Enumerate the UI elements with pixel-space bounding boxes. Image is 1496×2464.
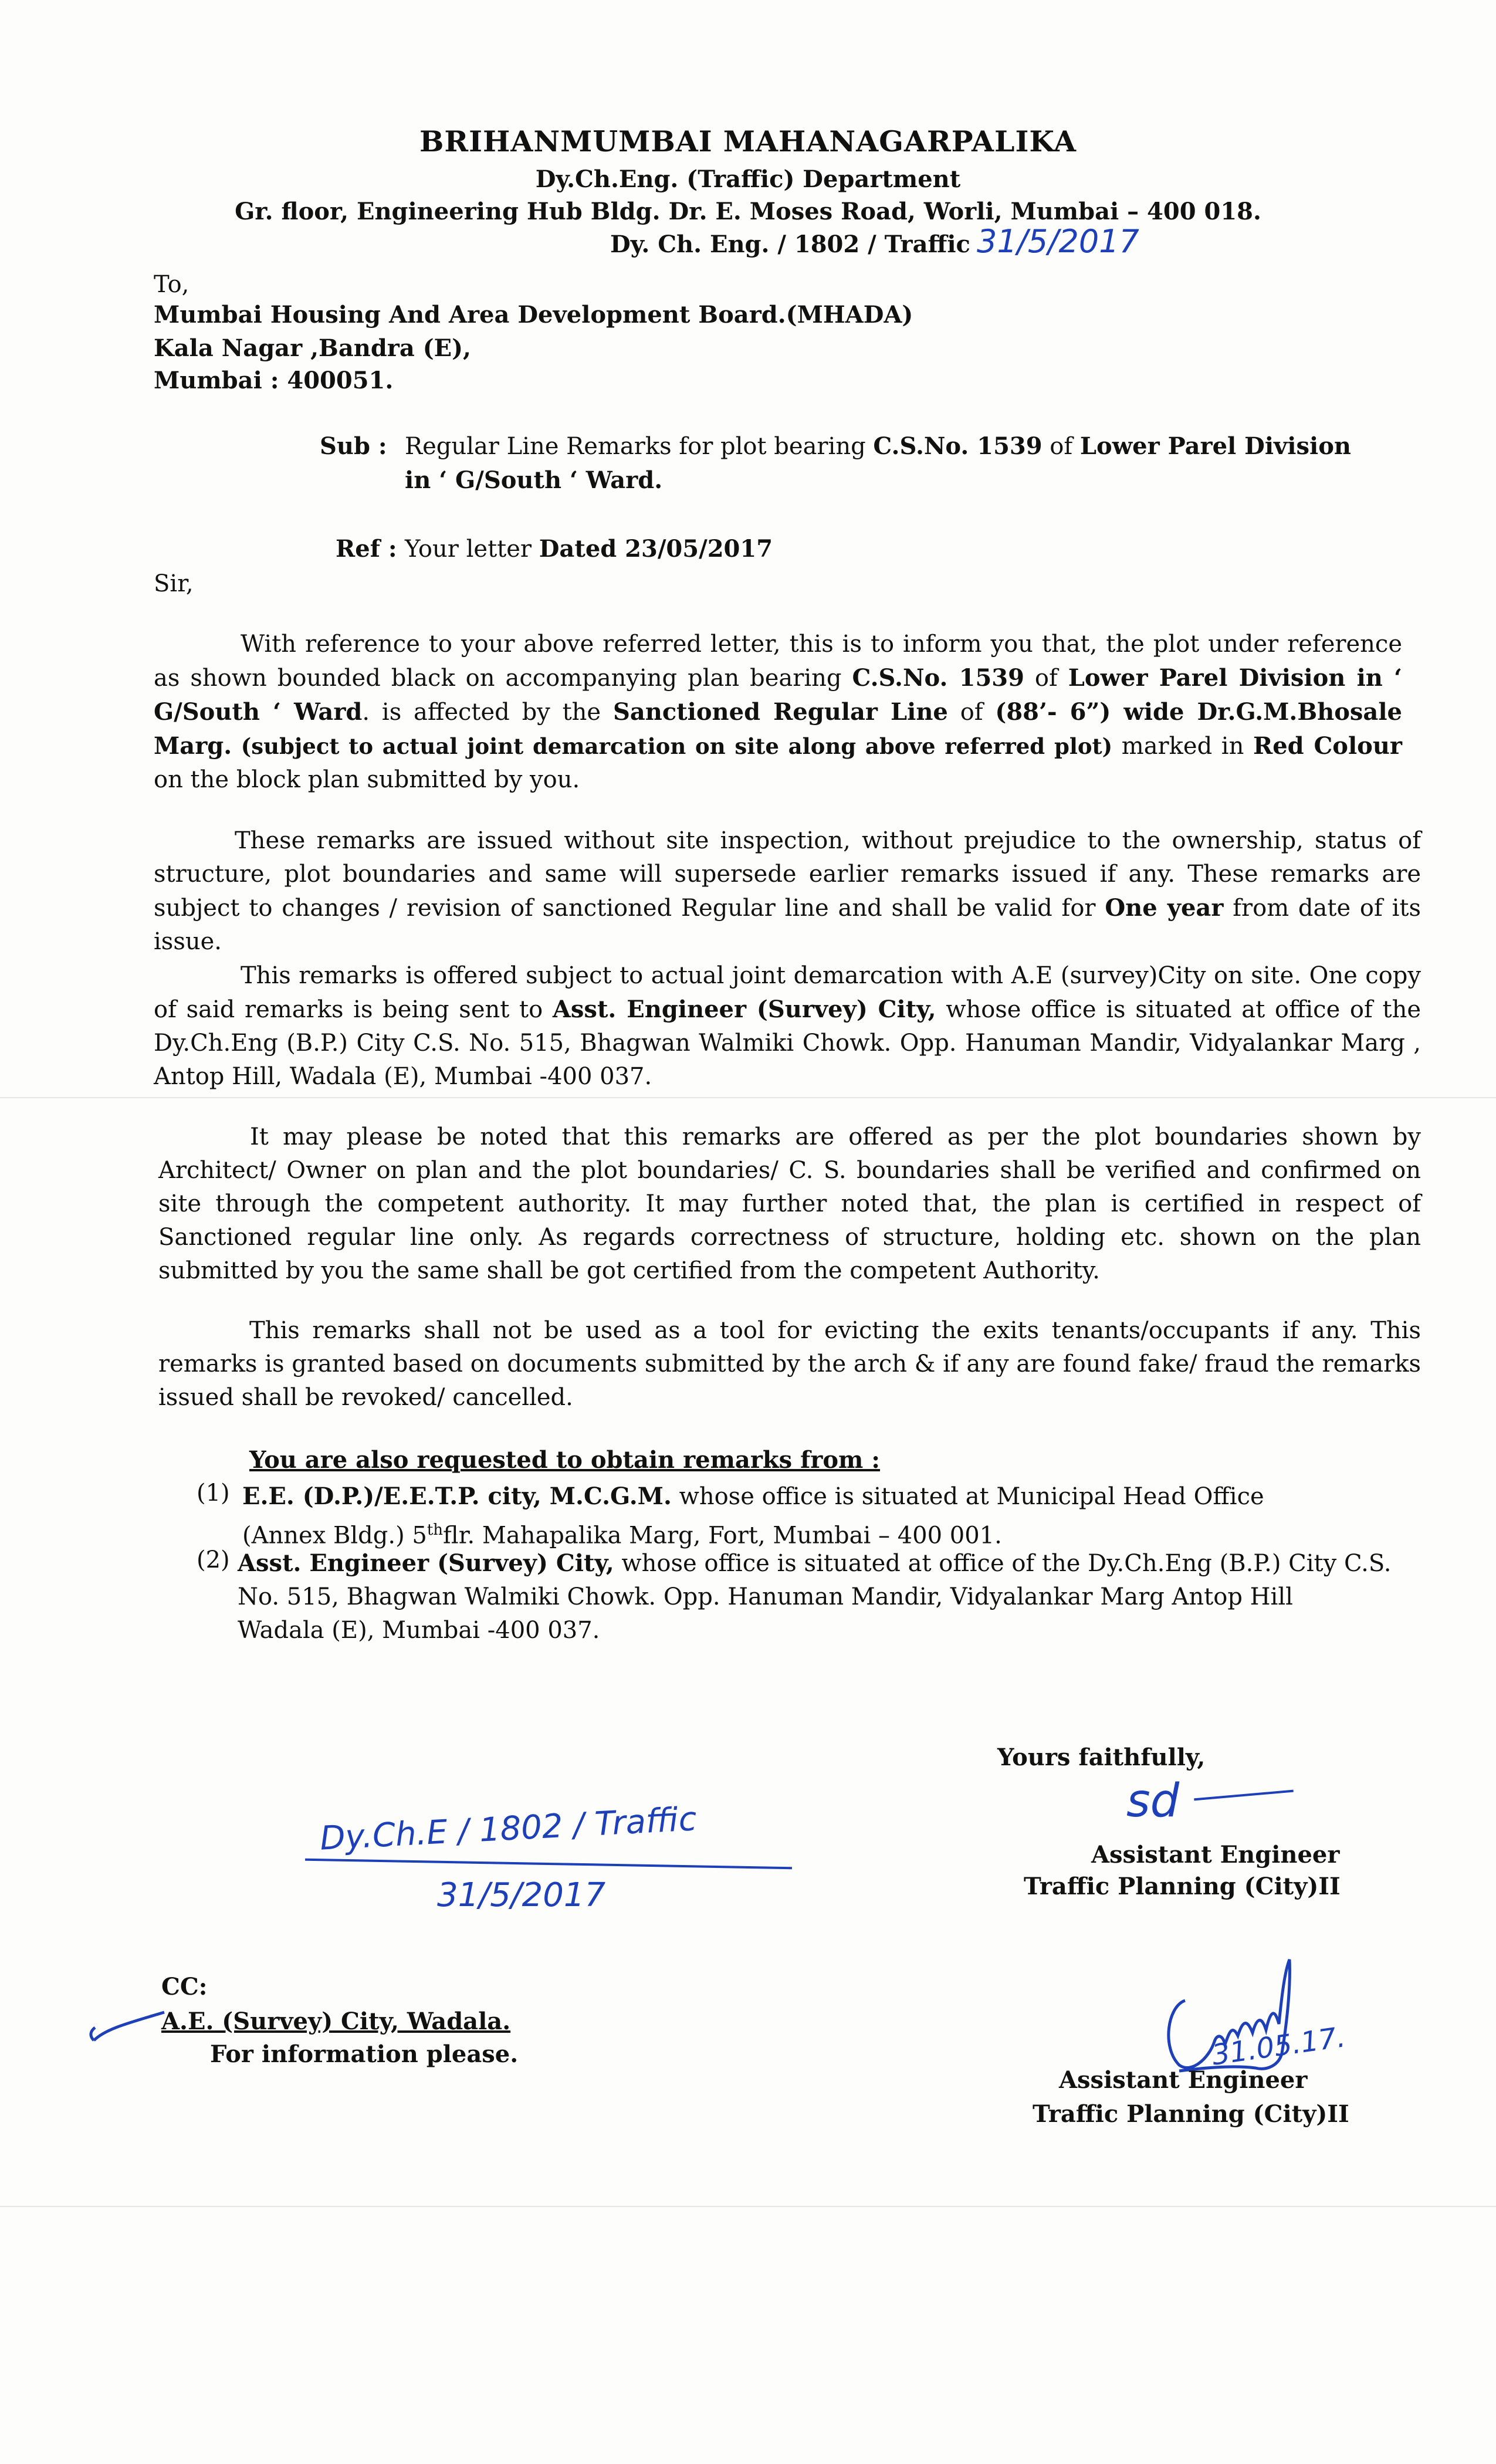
addressee-line3: Mumbai : 400051. <box>154 367 394 394</box>
signatory-dept-2: Traffic Planning (City)II <box>1033 2100 1349 2128</box>
also-heading: You are also requested to obtain remarks from : <box>249 1446 881 1474</box>
list-item-2-number: (2) <box>197 1546 230 1573</box>
signatory-dept-1: Traffic Planning (City)II <box>1024 1873 1341 1900</box>
sd-stroke <box>1194 1790 1294 1801</box>
handwritten-underline <box>305 1859 792 1869</box>
addressee-name: Mumbai Housing And Area Development Board.(MHADA) <box>154 301 913 329</box>
org-name: BRIHANMUMBAI MAHANAGARPALIKA <box>419 124 1077 158</box>
office-address: Gr. floor, Engineering Hub Bldg. Dr. E. Moses Road, Worli, Mumbai – 400 018. <box>235 198 1261 225</box>
ref-label: Ref : <box>336 535 397 563</box>
cc-label: CC: <box>161 1973 208 2001</box>
signature-date: 31.05.17. <box>1210 2020 1348 2072</box>
list-item-1-number: (1) <box>197 1480 230 1507</box>
cc-recipient: A.E. (Survey) City, Wadala. <box>161 2008 511 2035</box>
handwritten-outward-number: Dy.Ch.E / 1802 / Traffic <box>319 1800 698 1858</box>
addressee-line2: Kala Nagar ,Bandra (E), <box>154 334 471 362</box>
paragraph-3: This remarks is offered subject to actual joint demarcation with A.E (survey)City on site. One copy of said remarks is being sent to Asst. Engineer (Survey) City, whose office is situated at office of the Dy.Ch.Eng (B.P.) City C.S. No. 515, Bhagwan Walmiki Chowk. Opp. Hanuman Mandir, Vidyalankar Marg , Antop Hill, Wadala (E), Mumbai -400 037. <box>154 962 1421 1090</box>
cc-note: For information please. <box>210 2040 519 2068</box>
paragraph-2: These remarks are issued without site inspection, without prejudice to the ownership, status of structure, plot boundaries and same will supersede earlier remarks issued if any. These remarks are subject to changes / revision of sanctioned Regular line and shall be valid for One year from date of its issue. <box>154 827 1421 955</box>
department: Dy.Ch.Eng. (Traffic) Department <box>535 165 961 193</box>
handwritten-date: 31/5/2017 <box>977 223 1139 260</box>
fold-line <box>0 1097 1496 1098</box>
yours-faithfully: Yours faithfully, <box>997 1744 1206 1771</box>
subject-label: Sub : <box>320 432 387 460</box>
to-label: To, <box>154 271 189 298</box>
list-item-1: E.E. (D.P.)/E.E.T.P. city, M.C.G.M. whose office is situated at Municipal Head Office (Annex Bldg.) 5thflr. Mahapalika Marg, Fort, Mumbai – 400 001. <box>242 1483 1264 1549</box>
subject-text: Regular Line Remarks for plot bearing C.S.No. 1539 of Lower Parel Division in ‘ G/South ‘ Ward. <box>405 432 1351 494</box>
sd-mark: sd <box>1126 1775 1180 1827</box>
salutation: Sir, <box>154 570 194 597</box>
signatory-title-1: Assistant Engineer <box>1091 1841 1340 1869</box>
fold-line <box>0 2206 1496 2207</box>
reference-number: Dy. Ch. Eng. / 1802 / Traffic <box>610 231 970 258</box>
list-item-2: Asst. Engineer (Survey) City, whose office is situated at office of the Dy.Ch.Eng (B.P.) City C.S. No. 515, Bhagwan Walmiki Chowk. Opp. Hanuman Mandir, Vidyalankar Marg Antop Hill Wadala (E), Mumbai -400 037. <box>238 1549 1392 1644</box>
handwritten-outward-date: 31/5/2017 <box>437 1876 606 1914</box>
signatory-title-2: Assistant Engineer <box>1059 2066 1308 2094</box>
paragraph-4: It may please be noted that this remarks are offered as per the plot boundaries shown by Architect/ Owner on plan and the plot boundaries/ C. S. boundaries shall be verified and confirmed on site through the competent authority. It may further noted that, the plan is certified in respect of Sanctioned regular line only. As regards correctness of structure, holding etc. shown on the plan submitted by you the same shall be got certified from the competent Authority. <box>158 1123 1421 1284</box>
tick-mark-icon <box>82 2006 170 2047</box>
paragraph-1: With reference to your above referred letter, this is to inform you that, the plot under reference as shown bounded black on accompanying plan bearing C.S.No. 1539 of Lower Parel Division in ‘ G/South ‘ Ward. is affected by the Sanctioned Regular Line of (88’- 6”) wide Dr.G.M.Bhosale Marg. (subject to actual joint demarcation on site along above referred plot) marked in Red Colour on the block plan submitted by you. <box>154 631 1402 793</box>
ref-text: Your letter Dated 23/05/2017 <box>405 535 773 563</box>
paragraph-5: This remarks shall not be used as a tool for evicting the exits tenants/occupants if any. This remarks is granted based on documents submitted by the arch & if any are found fake/ fraud the remarks issued shall be revoked/ cancelled. <box>158 1317 1421 1411</box>
